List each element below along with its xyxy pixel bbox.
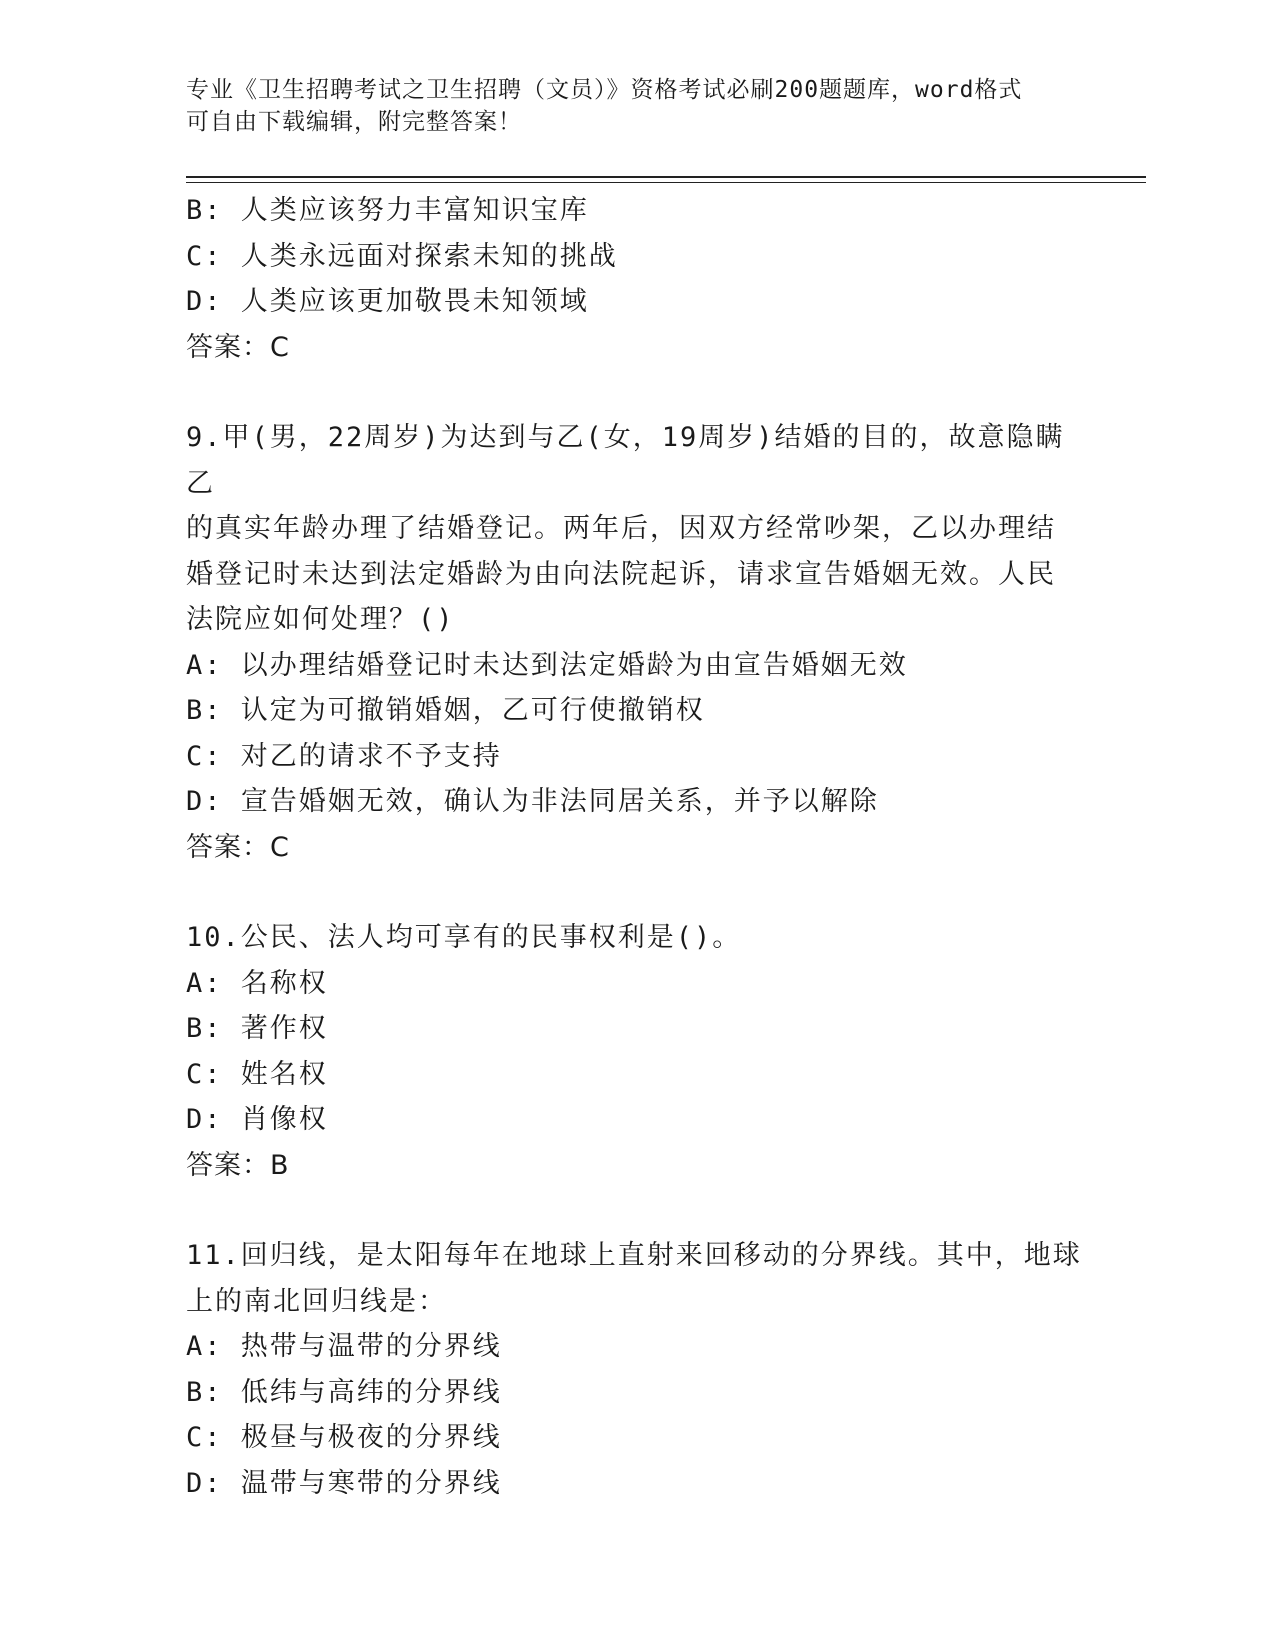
option-b: B: 著作权 (186, 1013, 328, 1044)
question-text-line: 9.甲(男，22周岁)为达到与乙(女，19周岁)结婚的目的，故意隐瞒乙 (186, 422, 1065, 499)
question-11 (186, 1233, 1086, 1506)
question-text-line: 上的南北回归线是： (186, 1285, 447, 1317)
option-b: B: 认定为可撤销婚姻，乙可行使撤销权 (186, 695, 705, 726)
question-10 (186, 915, 1086, 1188)
question-text-line: 婚登记时未达到法定婚龄为由向法院起诉，请求宣告婚姻无效。人民 (186, 558, 1056, 590)
question-text-line: 法院应如何处理？() (186, 604, 455, 635)
spacer (186, 1188, 1086, 1233)
document-body (186, 188, 1086, 1506)
header-divider-thick (186, 176, 1146, 178)
question-continuation (186, 188, 1086, 370)
option-c: C: 人类永远面对探索未知的挑战 (186, 240, 618, 272)
option-d: D: 温带与寒带的分界线 (186, 1467, 502, 1499)
option-b: B: 人类应该努力丰富知识宝库 (186, 195, 589, 226)
option-d: D: 人类应该更加敬畏未知领域 (186, 286, 589, 317)
option-a: A: 以办理结婚登记时未达到法定婚龄为由宣告婚姻无效 (186, 649, 908, 681)
option-c: C: 姓名权 (186, 1058, 328, 1090)
option-b: B: 低纬与高纬的分界线 (186, 1376, 502, 1408)
header-divider-thin (186, 182, 1146, 183)
option-d: D: 肖像权 (186, 1104, 328, 1135)
option-a: A: 热带与温带的分界线 (186, 1331, 502, 1362)
header-line-2: 可自由下载编辑，附完整答案！ (186, 109, 522, 135)
answer-line: 答案：C (186, 331, 290, 363)
spacer (186, 870, 1086, 915)
question-text-line: 10.公民、法人均可享有的民事权利是()。 (186, 922, 742, 953)
option-c: C: 对乙的请求不予支持 (186, 740, 502, 772)
question-9 (186, 415, 1086, 870)
option-c: C: 极昼与极夜的分界线 (186, 1422, 502, 1453)
option-a: A: 名称权 (186, 967, 328, 999)
header-line-1: 专业《卫生招聘考试之卫生招聘（文员）》资格考试必刷200题题库，word格式 (186, 77, 1023, 103)
question-text-line: 11.回归线，是太阳每年在地球上直射来回移动的分界线。其中，地球 (186, 1240, 1082, 1271)
answer-line: 答案：B (186, 1149, 290, 1181)
option-d: D: 宣告婚姻无效，确认为非法同居关系，并予以解除 (186, 786, 879, 817)
document-header (186, 74, 1086, 138)
spacer (186, 370, 1086, 415)
question-text-line: 的真实年龄办理了结婚登记。两年后，因双方经常吵架，乙以办理结 (186, 513, 1056, 544)
answer-line: 答案：C (186, 831, 290, 863)
